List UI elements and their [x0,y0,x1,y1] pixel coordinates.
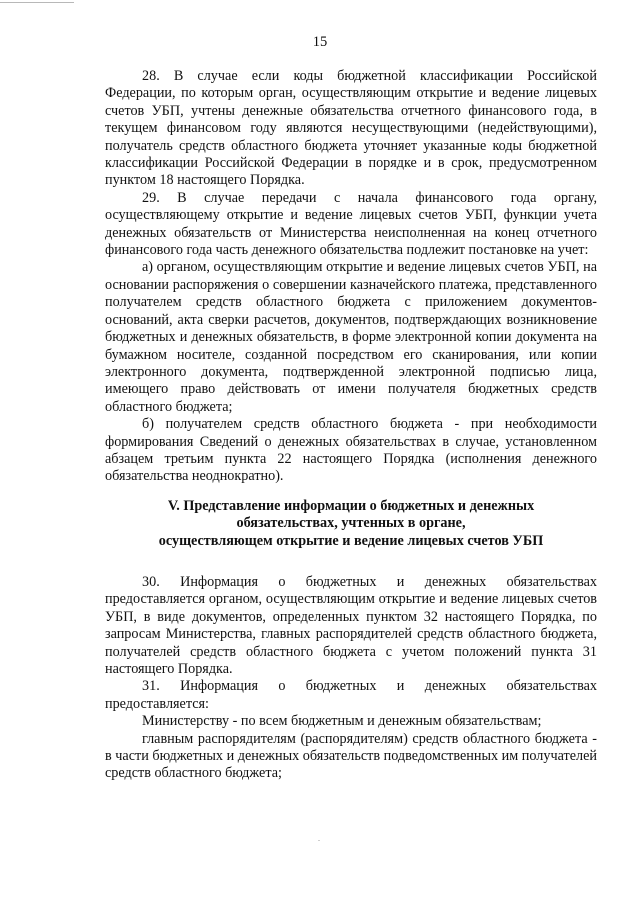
document-body [105,68,597,783]
paragraph-31: 31. Информация о бюджетных и денежных обязательствах предоставляется: [105,678,597,712]
paragraph-31-main-managers: главным распорядителям (распорядителям) средств областного бюджета - в части бюджетных и денежных обязательств подведомственных им получателей средств областного бюджета; [105,730,597,782]
scan-speck [318,840,320,841]
top-edge-line [0,2,74,3]
paragraph-29: 29. В случае передачи с начала финансового года органу, осуществляющему открытие и ведение лицевых счетов УБП, функции учета денежных обязательств от Министерства неисполненная на конец отчетного финансового года часть денежного обязательства подлежит постановке на учет: [105,189,597,259]
section-heading-line-2: обязательствах, учтенных в органе, [236,515,466,532]
paragraph-29-b: б) получателем средств областного бюджета - при необходимости формирования Сведений о денежных обязательствах в случае, установленном абзацем третьим пункта 22 настоящего Порядка (исполнения денежного обязательства неоднократно). [105,416,597,485]
section-heading-line-3: осуществляющем открытие и ведение лицевых счетов УБП [158,532,544,549]
paragraph-28: 28. В случае если коды бюджетной классификации Российской Федерации, по которым орган, осуществляющим открытие и ведение лицевых счетов УБП, учтены денежные обязательства отчетного финансового года, в текущем финансовом году являются несуществующими (недействующими), получатель средств областного бюджета уточняет указанные коды бюджетной классификации Российской Федерации в порядке и в срок, предусмотренном пунктом 18 настоящего Порядка. [105,68,597,189]
heading-spacer [105,550,597,574]
paragraph-29-a: а) органом, осуществляющим открытие и ведение лицевых счетов УБП, на основании распоряжения о совершении казначейского платежа, представленного получателем средств областного бюджета с приложением документов-оснований, акта сверки расчетов, документов, подтверждающих возникновение бюджетных и денежных обязательств, в форме электронной копии документа на бумажном носителе, созданной посредством его сканирования, или копии электронного документа, подтвержденной электронной подписью лица, имеющего право действовать от имени получателя бюджетных средств областного бюджета; [105,259,597,415]
paragraph-30: 30. Информация о бюджетных и денежных обязательствах предоставляется органом, осуществляющим открытие и ведение лицевых счетов УБП, в виде документов, определенных пунктом 32 настоящего Порядка, по запросам Министерства, главных распорядителей средств областного бюджета, получателей средств областного бюджета с учетом положений пункта 31 настоящего Порядка. [105,573,597,677]
section-heading-line-1: V. Представление информации о бюджетных и денежных [167,497,535,514]
page-number: 15 [312,34,328,50]
paragraph-31-ministry: Министерству - по всем бюджетным и денежным обязательствам; [142,713,542,730]
section-heading [105,498,597,550]
